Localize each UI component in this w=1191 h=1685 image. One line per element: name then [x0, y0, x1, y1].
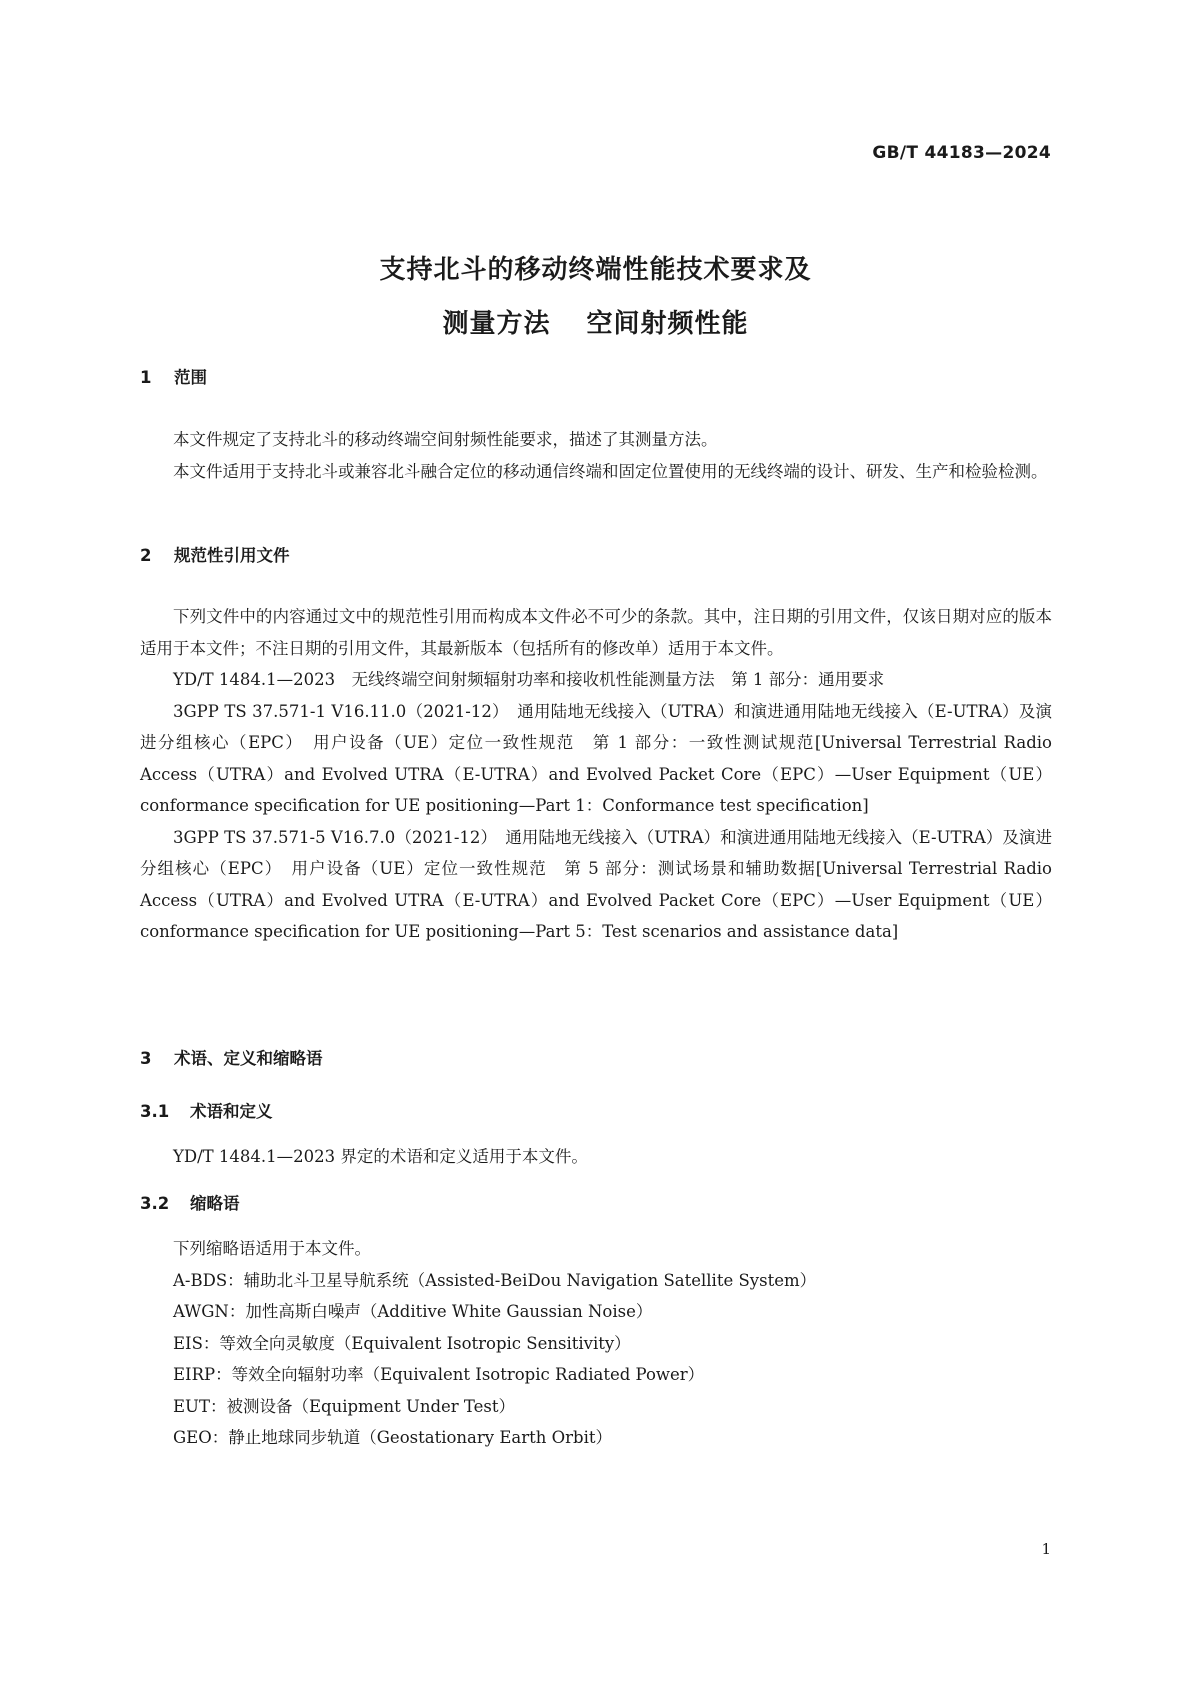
standard-number: GB/T 44183—2024: [872, 143, 1051, 163]
section-1-heading: [140, 366, 207, 390]
abbreviation-item: A-BDS：辅助北斗卫星导航系统（Assisted-BeiDou Navigation Satellite System）: [173, 1270, 817, 1290]
paragraph: 本文件适用于支持北斗或兼容北斗融合定位的移动通信终端和固定位置使用的无线终端的设计、研发、生产和检验检测。: [173, 461, 1048, 481]
title-line-2-part-b: 空间射频性能: [586, 309, 749, 339]
section-number: 2: [140, 546, 152, 565]
abbreviation-item: EUT：被测设备（Equipment Under Test）: [173, 1396, 516, 1416]
paragraph: 下列文件中的内容通过文中的规范性引用而构成本文件必不可少的条款。其中，注日期的引用文件，仅该日期对应的版本适用于本文件；不注日期的引用文件，其最新版本（包括所有的修改单）适用于本文件。: [140, 607, 1052, 658]
section-3-1-body: [140, 1141, 1052, 1173]
section-3-2-body: [140, 1233, 1052, 1454]
section-1-body: [140, 424, 1052, 487]
section-2-heading: [140, 544, 290, 568]
document-title: [0, 243, 1191, 351]
reference-item: 3GPP TS 37.571-5 V16.7.0（2021-12） 通用陆地无线接入（UTRA）和演进通用陆地无线接入（E-UTRA）及演进分组核心（EPC） 用户设备（UE）定位一致性规范 第 5 部分：测试场景和辅助数据[Universal Terrestrial Radio Access（UTRA）and Evolved UTRA（E-UTRA）and Evolved Packet Core（EPC）—User Equipment（UE）conformance specification for UE positioning—Part 5：Test scenarios and assistance data]: [140, 827, 1052, 941]
section-title: 规范性引用文件: [174, 546, 290, 565]
page-number: 1: [1041, 1540, 1051, 1558]
section-3-2-heading: [140, 1192, 240, 1216]
section-title: 术语、定义和缩略语: [174, 1049, 323, 1068]
reference-item: 3GPP TS 37.571-1 V16.11.0（2021-12） 通用陆地无线接入（UTRA）和演进通用陆地无线接入（E-UTRA）及演进分组核心（EPC） 用户设备（UE）定位一致性规范 第 1 部分：一致性测试规范[Universal Terrestrial Radio Access（UTRA）and Evolved UTRA（E-UTRA）and Evolved Packet Core（EPC）—User Equipment（UE）conformance specification for UE positioning—Part 1：Conformance test specification]: [140, 701, 1052, 815]
paragraph: YD/T 1484.1—2023 界定的术语和定义适用于本文件。: [173, 1147, 588, 1166]
title-line-2: [0, 297, 1191, 351]
section-title: 术语和定义: [190, 1102, 273, 1121]
section-2-body: [140, 601, 1052, 948]
section-number: 3: [140, 1049, 152, 1068]
abbreviation-item: EIRP：等效全向辐射功率（Equivalent Isotropic Radiated Power）: [173, 1365, 705, 1384]
paragraph: 本文件规定了支持北斗的移动终端空间射频性能要求，描述了其测量方法。: [173, 430, 718, 449]
paragraph: 下列缩略语适用于本文件。: [173, 1239, 371, 1258]
section-title: 缩略语: [190, 1194, 240, 1213]
section-title: 范围: [174, 368, 207, 387]
abbreviation-item: EIS：等效全向灵敏度（Equivalent Isotropic Sensitivity）: [173, 1333, 631, 1353]
reference-item: YD/T 1484.1—2023 无线终端空间射频辐射功率和接收机性能测量方法 第 1 部分：通用要求: [173, 670, 885, 689]
abbreviation-item: AWGN：加性高斯白噪声（Additive White Gaussian Noise）: [173, 1302, 653, 1321]
section-number: 1: [140, 368, 152, 387]
section-number: 3.1: [140, 1102, 170, 1121]
abbreviation-item: GEO：静止地球同步轨道（Geostationary Earth Orbit）: [173, 1428, 612, 1447]
section-3-1-heading: [140, 1100, 273, 1124]
title-line-1: 支持北斗的移动终端性能技术要求及: [379, 255, 812, 285]
section-3-heading: [140, 1047, 323, 1071]
section-number: 3.2: [140, 1194, 170, 1213]
title-line-2-part-a: 测量方法: [442, 309, 551, 339]
